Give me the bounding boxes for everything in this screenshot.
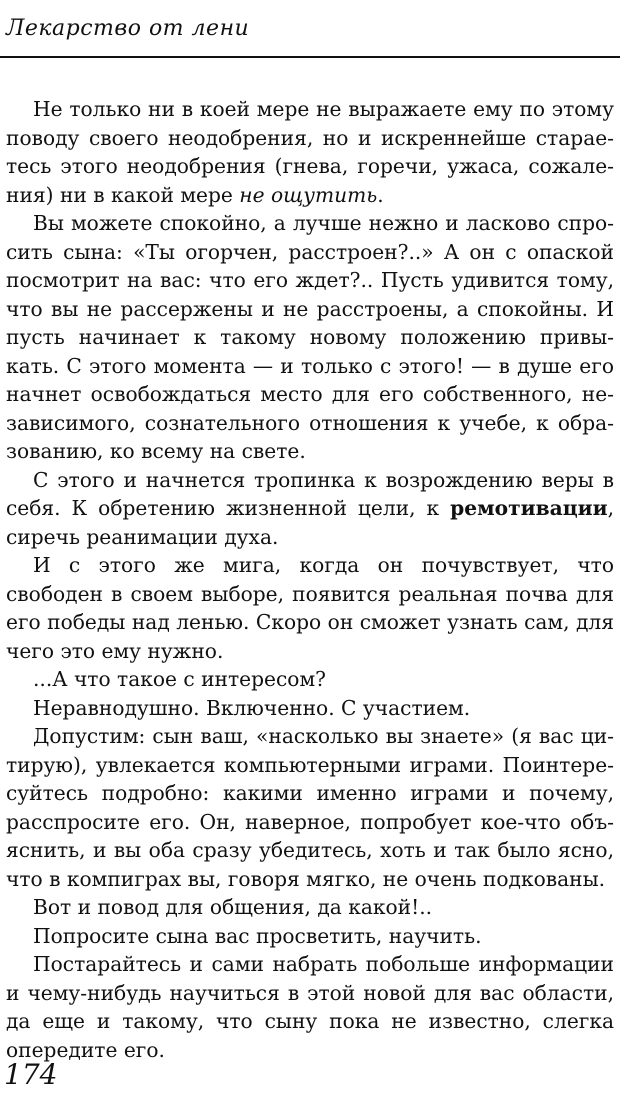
paragraph-3: С этого и начнется тропинка к возрождению веры в себя. К обретению жизненной цели, к ремотивации, сиречь реанимации духа. [6, 467, 614, 549]
paragraph-4: И с этого же мига, когда он почувствует, что свободен в своем выборе, появится реальная почва для его победы над ленью. Скоро он сможет узнать сам, для чего это ему нужно. [6, 553, 614, 663]
running-title: Лекарство от лени [6, 16, 250, 41]
paragraph-2: Вы можете спокойно, а лучше нежно и ласково спросить сына: «Ты огорчен, расстроен?..» А он с опаской посмотрит на вас: что его ждет?.. Пусть удивится тому, что вы не рассержены и не расстроены, а спокойны. И пусть начинает к такому новому положению привыкать. С этого момента — и только с этого! — в душе его начнет освобождаться место для его собственного, независимого, сознательного отношения к учебе, к образованию, ко всему на свете. [6, 211, 614, 463]
header-rule [0, 56, 620, 58]
paragraph-8: Вот и повод для общения, да какой!.. [33, 895, 433, 919]
paragraph-1: Не только ни в коей мере не выражаете ему по этому поводу своего неодобрения, но и искреннейше стараетесь этого неодобрения (гнева, горечи, ужаса, сожаления) ни в какой мере не ощутить. [6, 97, 614, 207]
paragraph-10: Постарайтесь и сами набрать побольше информации и чему-нибудь научиться в этой новой для вас области, да еще и такому, что сыну пока не известно, слегка опередите его. [6, 952, 614, 1062]
bold-term: ремотивации [450, 496, 608, 520]
paragraph-6: Неравнодушно. Включенно. С участием. [33, 695, 471, 720]
paragraph-7: Допустим: сын ваш, «насколько вы знаете» (я вас цитирую), увлекается компьютерными играми. Поинтересуйтесь подробно: какими именно играми и почему, расспросите его. Он, наверное, попробует кое-что объяснить, и вы оба сразу убедитесь, хоть и так было ясно, что в компиграх вы, говоря мягко, не очень подкованы. [6, 724, 614, 891]
paragraph-5: ...А что такое с интересом? [33, 667, 326, 691]
italic-emphasis: не ощутить [239, 182, 378, 207]
page-number: 174 [4, 1058, 58, 1091]
body-text [6, 95, 614, 1064]
paragraph-9: Попросите сына вас просветить, научить. [33, 923, 482, 948]
